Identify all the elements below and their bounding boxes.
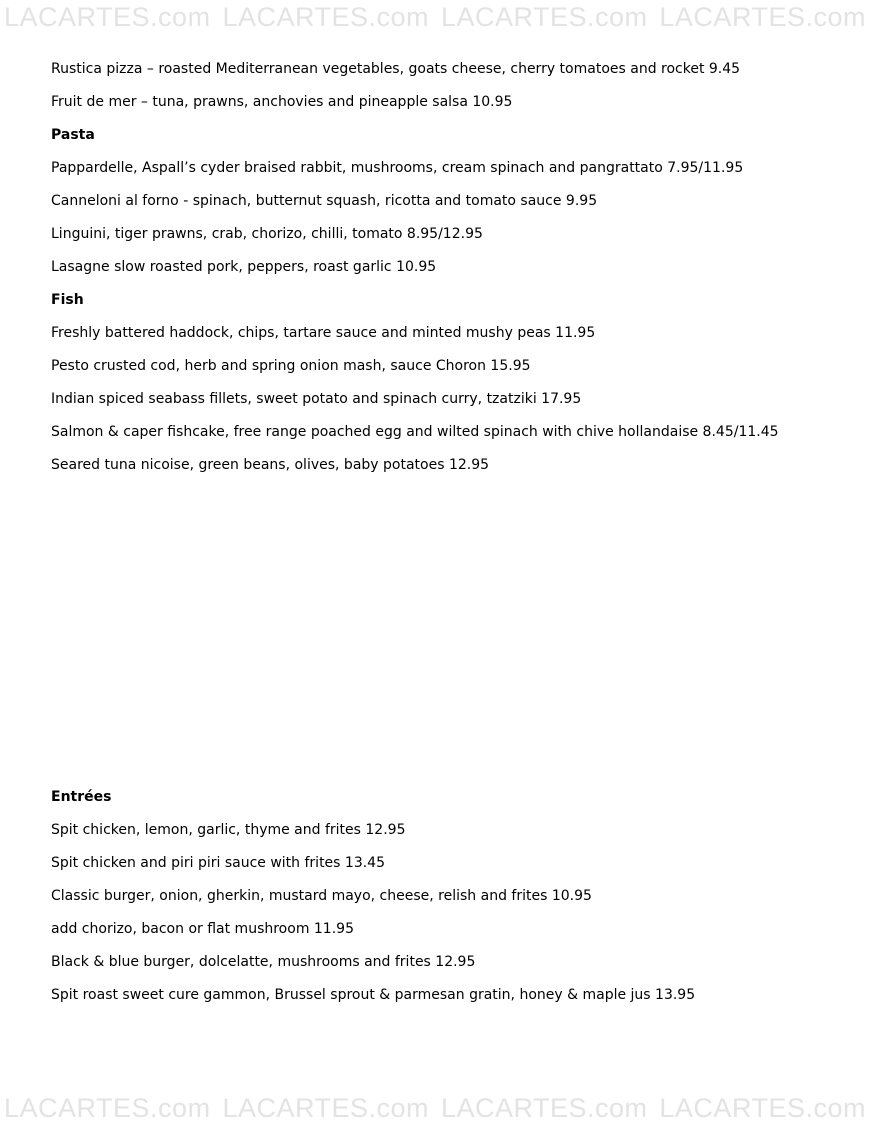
watermark-text: LACARTES.com: [659, 1093, 866, 1123]
watermark-text: LACARTES.com: [440, 2, 648, 32]
watermark-top: [0, 0, 870, 34]
menu-item-spit-chicken: Spit chicken, lemon, garlic, thyme and frites 12.95: [51, 822, 406, 838]
watermark-text: LACARTES.com: [4, 1093, 211, 1123]
menu-item-haddock: Freshly battered haddock, chips, tartare sauce and minted mushy peas 11.95: [51, 325, 596, 341]
menu-item-pesto-cod: Pesto crusted cod, herb and spring onion mash, sauce Choron 15.95: [51, 358, 531, 374]
section-heading-pasta: Pasta: [51, 127, 95, 143]
watermark-bottom: [0, 1091, 870, 1125]
menu-item-lasagne: Lasagne slow roasted pork, peppers, roast garlic 10.95: [51, 259, 437, 275]
menu-item-fishcake: Salmon & caper fishcake, free range poached egg and wilted spinach with chive hollandaise 8.45/11.45: [51, 424, 779, 440]
menu-item-linguini: Linguini, tiger prawns, crab, chorizo, chilli, tomato 8.95/12.95: [51, 226, 483, 242]
watermark-text: LACARTES.com: [440, 1093, 648, 1123]
menu-item-rustica-pizza: Rustica pizza – roasted Mediterranean vegetables, goats cheese, cherry tomatoes and rocket 9.45: [51, 61, 741, 77]
menu-item-black-blue-burger: Black & blue burger, dolcelatte, mushrooms and frites 12.95: [51, 954, 476, 970]
menu-item-seabass: Indian spiced seabass fillets, sweet potato and spinach curry, tzatziki 17.95: [51, 391, 582, 407]
watermark-text: LACARTES.com: [222, 2, 430, 32]
section-heading-entrees: Entrées: [51, 789, 112, 805]
section-heading-fish: Fish: [51, 292, 84, 308]
watermark-text: LACARTES.com: [4, 2, 211, 32]
menu-item-canneloni: Canneloni al forno - spinach, butternut squash, ricotta and tomato sauce 9.95: [51, 193, 598, 209]
watermark-text: LACARTES.com: [659, 2, 866, 32]
watermark-text: LACARTES.com: [222, 1093, 430, 1123]
menu-item-pappardelle: Pappardelle, Aspall’s cyder braised rabbit, mushrooms, cream spinach and pangrattato 7.95/11.95: [51, 160, 744, 176]
menu-item-burger-addon: add chorizo, bacon or flat mushroom 11.95: [51, 921, 354, 937]
menu-item-classic-burger: Classic burger, onion, gherkin, mustard mayo, cheese, relish and frites 10.95: [51, 888, 592, 904]
menu-item-piri-piri-chicken: Spit chicken and piri piri sauce with frites 13.45: [51, 855, 385, 871]
menu-item-tuna-nicoise: Seared tuna nicoise, green beans, olives, baby potatoes 12.95: [51, 457, 490, 473]
menu-item-fruit-de-mer: Fruit de mer – tuna, prawns, anchovies and pineapple salsa 10.95: [51, 94, 513, 110]
menu-item-gammon: Spit roast sweet cure gammon, Brussel sprout & parmesan gratin, honey & maple jus 13.95: [51, 987, 696, 1003]
